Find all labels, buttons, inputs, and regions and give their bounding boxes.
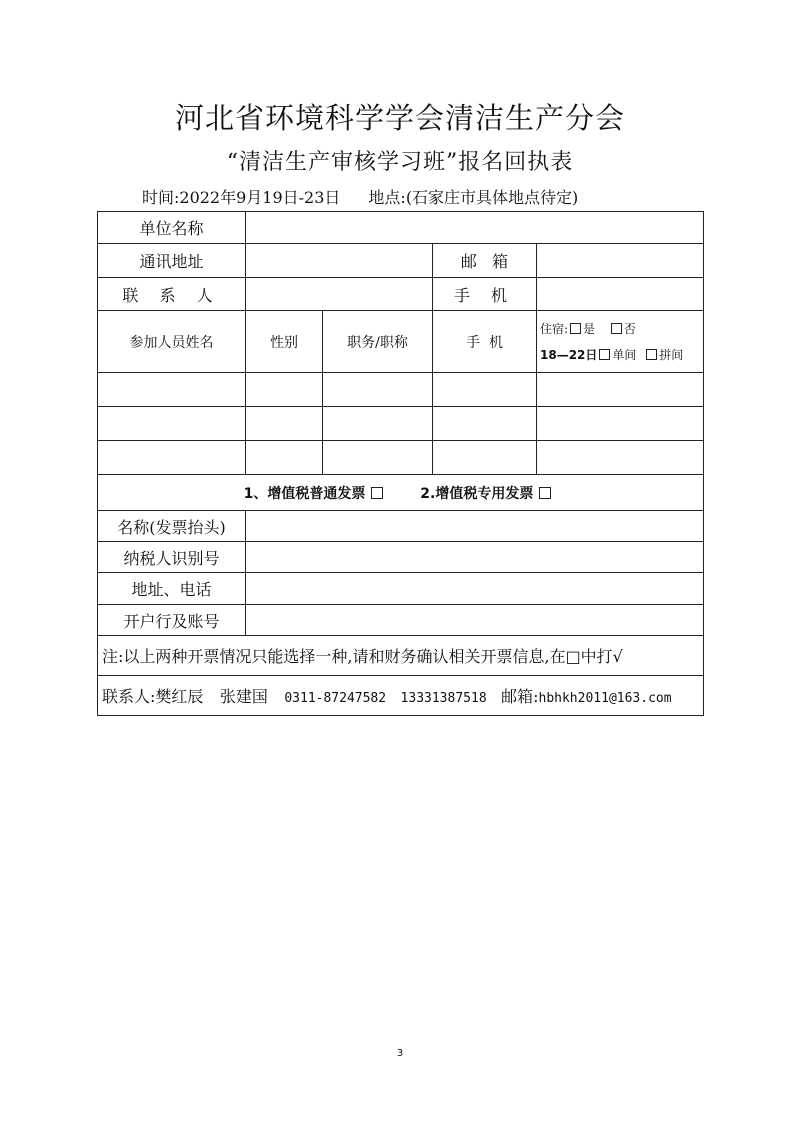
- participant-name-cell[interactable]: [98, 407, 246, 441]
- footer-email-address[interactable]: hbhkh2011@163.com: [538, 691, 672, 706]
- shared-room-label: 拼间: [659, 347, 684, 362]
- room-type-line: [540, 342, 703, 368]
- stay-yes-label: 是: [583, 321, 596, 336]
- invoice-name-label: 名称(发票抬头): [98, 511, 246, 542]
- invoice-type-cell: [98, 475, 704, 511]
- unit-name-input[interactable]: [246, 212, 704, 244]
- participant-gender-cell[interactable]: [246, 441, 323, 475]
- address-phone-row: [98, 573, 704, 605]
- registration-form-table: [97, 211, 704, 716]
- footer-email-label: 邮箱:: [501, 687, 539, 706]
- invoice-note: 注:以上两种开票情况只能选择一种,请和财务确认相关开票信息,在□中打√: [98, 636, 704, 676]
- footer-telephone: 0311-87247582: [284, 691, 387, 706]
- taxpayer-id-label: 纳税人识别号: [98, 542, 246, 573]
- gender-header: 性别: [246, 311, 323, 373]
- participant-position-cell[interactable]: [323, 407, 433, 441]
- footer-contact-name-1: 樊红辰: [155, 687, 204, 706]
- event-time: 时间:2022年9月19日-23日: [142, 188, 341, 207]
- unit-name-label: 单位名称: [98, 212, 246, 244]
- footer-mobile: 13331387518: [400, 691, 487, 706]
- stay-yes-checkbox[interactable]: [570, 323, 581, 334]
- bank-account-input[interactable]: [246, 605, 704, 636]
- document-title: 河北省环境科学学会清洁生产分会: [174, 101, 625, 135]
- contact-phone-input[interactable]: [537, 278, 704, 311]
- contact-person-label: 联 系 人: [98, 278, 246, 311]
- participant-position-cell[interactable]: [323, 373, 433, 407]
- bank-account-row: [98, 605, 704, 636]
- note-row: [98, 636, 704, 676]
- participant-phone-header: 手 机: [433, 311, 537, 373]
- accommodation-label: 住宿:: [540, 321, 569, 336]
- stay-dates: 18—22日: [540, 347, 598, 362]
- email-label: 邮 箱: [433, 244, 537, 278]
- contact-person-input[interactable]: [246, 278, 433, 311]
- participant-name-cell[interactable]: [98, 373, 246, 407]
- stay-no-label: 否: [623, 321, 636, 336]
- participant-phone-cell[interactable]: [433, 407, 537, 441]
- address-row: [98, 244, 704, 278]
- single-room-checkbox[interactable]: [599, 349, 610, 360]
- bank-account-label: 开户行及账号: [98, 605, 246, 636]
- participant-gender-cell[interactable]: [246, 407, 323, 441]
- invoice-option-general: 1、增值税普通发票: [243, 485, 366, 502]
- address-phone-label: 地址、电话: [98, 573, 246, 605]
- invoice-special-checkbox[interactable]: [539, 487, 551, 499]
- participant-gender-cell[interactable]: [246, 373, 323, 407]
- participant-phone-cell[interactable]: [433, 441, 537, 475]
- participant-position-cell[interactable]: [323, 441, 433, 475]
- accommodation-line: [540, 316, 703, 342]
- unit-name-row: [98, 212, 704, 244]
- accommodation-header: [537, 311, 704, 373]
- invoice-type-row: [98, 475, 704, 511]
- invoice-option-special: 2.增值税专用发票: [420, 485, 534, 502]
- contact-phone-label: 手 机: [433, 278, 537, 311]
- contact-row: [98, 278, 704, 311]
- participants-header-row: [98, 311, 704, 373]
- stay-no-checkbox[interactable]: [611, 323, 622, 334]
- invoice-name-row: [98, 511, 704, 542]
- event-location: 地点:(石家庄市具体地点待定): [368, 188, 579, 207]
- position-header: 职务/职称: [323, 311, 433, 373]
- shared-room-checkbox[interactable]: [646, 349, 657, 360]
- invoice-name-input[interactable]: [246, 511, 704, 542]
- footer-contact-label: 联系人:: [102, 687, 156, 706]
- participant-row: [98, 407, 704, 441]
- single-room-label: 单间: [612, 347, 637, 362]
- taxpayer-id-row: [98, 542, 704, 573]
- participant-name-header: 参加人员姓名: [98, 311, 246, 373]
- taxpayer-id-input[interactable]: [246, 542, 704, 573]
- page-number: 3: [396, 1048, 404, 1059]
- address-label: 通讯地址: [98, 244, 246, 278]
- contact-footer: [98, 676, 704, 716]
- participant-phone-cell[interactable]: [433, 373, 537, 407]
- participant-row: [98, 441, 704, 475]
- email-input[interactable]: [537, 244, 704, 278]
- participant-stay-cell[interactable]: [537, 407, 704, 441]
- participant-stay-cell[interactable]: [537, 373, 704, 407]
- participant-stay-cell[interactable]: [537, 441, 704, 475]
- event-info: [142, 185, 578, 208]
- participant-name-cell[interactable]: [98, 441, 246, 475]
- form-subtitle: “清洁生产审核学习班”报名回执表: [226, 150, 574, 175]
- footer-contact-name-2: 张建国: [219, 687, 268, 706]
- contact-footer-row: [98, 676, 704, 716]
- address-input[interactable]: [246, 244, 433, 278]
- invoice-general-checkbox[interactable]: [371, 487, 383, 499]
- address-phone-input[interactable]: [246, 573, 704, 605]
- participant-row: [98, 373, 704, 407]
